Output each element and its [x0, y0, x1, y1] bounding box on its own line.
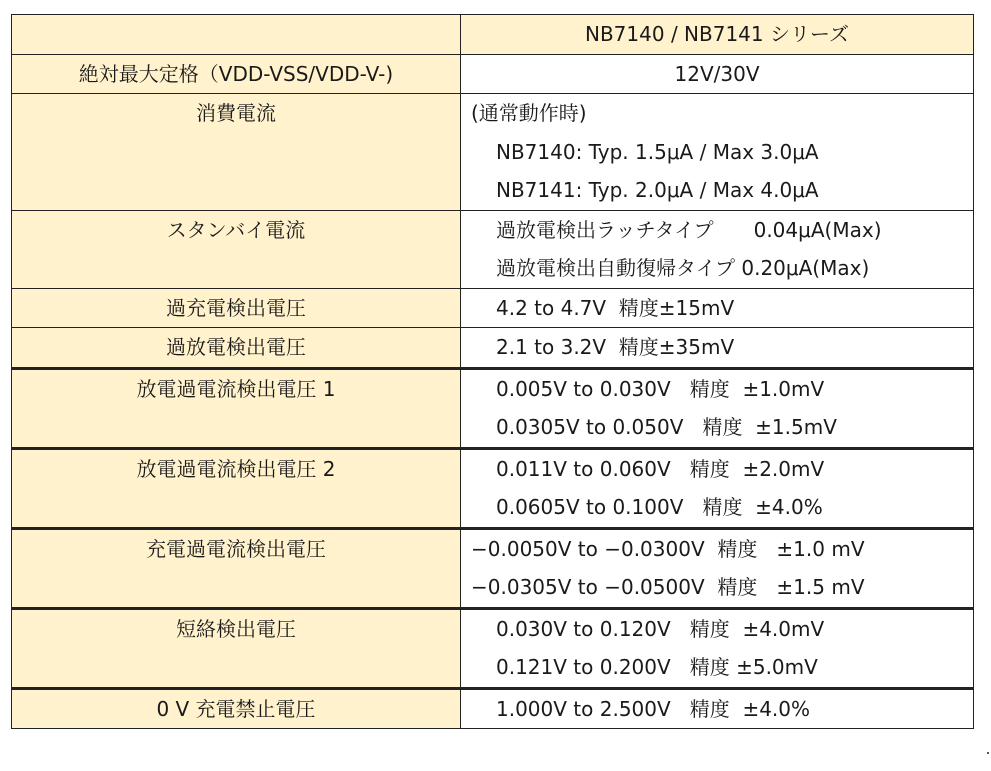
row-label: 過充電検出電圧 — [12, 288, 461, 328]
row-value: 1.000V to 2.500V 精度 ±4.0% — [461, 688, 974, 729]
row-label: 消費電流 — [12, 94, 461, 211]
header-row — [12, 15, 974, 55]
corner-dot — [987, 752, 989, 754]
table-row — [12, 608, 974, 688]
row-value: 過放電検出ラッチタイプ 0.04μA(Max) 過放電検出自動復帰タイプ 0.20μA(Max) — [461, 210, 974, 288]
row-label: 放電過電流検出電圧 2 — [12, 448, 461, 528]
table-row — [12, 328, 974, 369]
table-row — [12, 528, 974, 608]
table-row — [12, 210, 974, 288]
row-value: 0.030V to 0.120V 精度 ±4.0mV 0.121V to 0.200V 精度 ±5.0mV — [461, 608, 974, 688]
series-header: NB7140 / NB7141 シリーズ — [461, 15, 974, 55]
row-value: 0.005V to 0.030V 精度 ±1.0mV 0.0305V to 0.050V 精度 ±1.5mV — [461, 368, 974, 448]
table-row — [12, 288, 974, 328]
spec-table — [11, 14, 974, 729]
row-label: スタンバイ電流 — [12, 210, 461, 288]
table-row — [12, 688, 974, 729]
table-row — [12, 448, 974, 528]
row-label: 絶対最大定格（VDD-VSS/VDD-V-) — [12, 54, 461, 94]
table-row — [12, 94, 974, 211]
row-label: 放電過電流検出電圧 1 — [12, 368, 461, 448]
row-value: 4.2 to 4.7V 精度±15mV — [461, 288, 974, 328]
row-label: 過放電検出電圧 — [12, 328, 461, 369]
row-value: −0.0050V to −0.0300V 精度 ±1.0 mV −0.0305V to −0.0500V 精度 ±1.5 mV — [461, 528, 974, 608]
header-blank-cell — [12, 15, 461, 55]
row-label: 0 V 充電禁止電圧 — [12, 688, 461, 729]
row-value: 12V/30V — [461, 54, 974, 94]
row-value: 0.011V to 0.060V 精度 ±2.0mV 0.0605V to 0.100V 精度 ±4.0% — [461, 448, 974, 528]
row-label: 短絡検出電圧 — [12, 608, 461, 688]
table-row — [12, 54, 974, 94]
row-label: 充電過電流検出電圧 — [12, 528, 461, 608]
row-value: 2.1 to 3.2V 精度±35mV — [461, 328, 974, 369]
table-row — [12, 368, 974, 448]
row-value: (通常動作時) NB7140: Typ. 1.5μA / Max 3.0μA NB7141: Typ. 2.0μA / Max 4.0μA — [461, 94, 974, 211]
